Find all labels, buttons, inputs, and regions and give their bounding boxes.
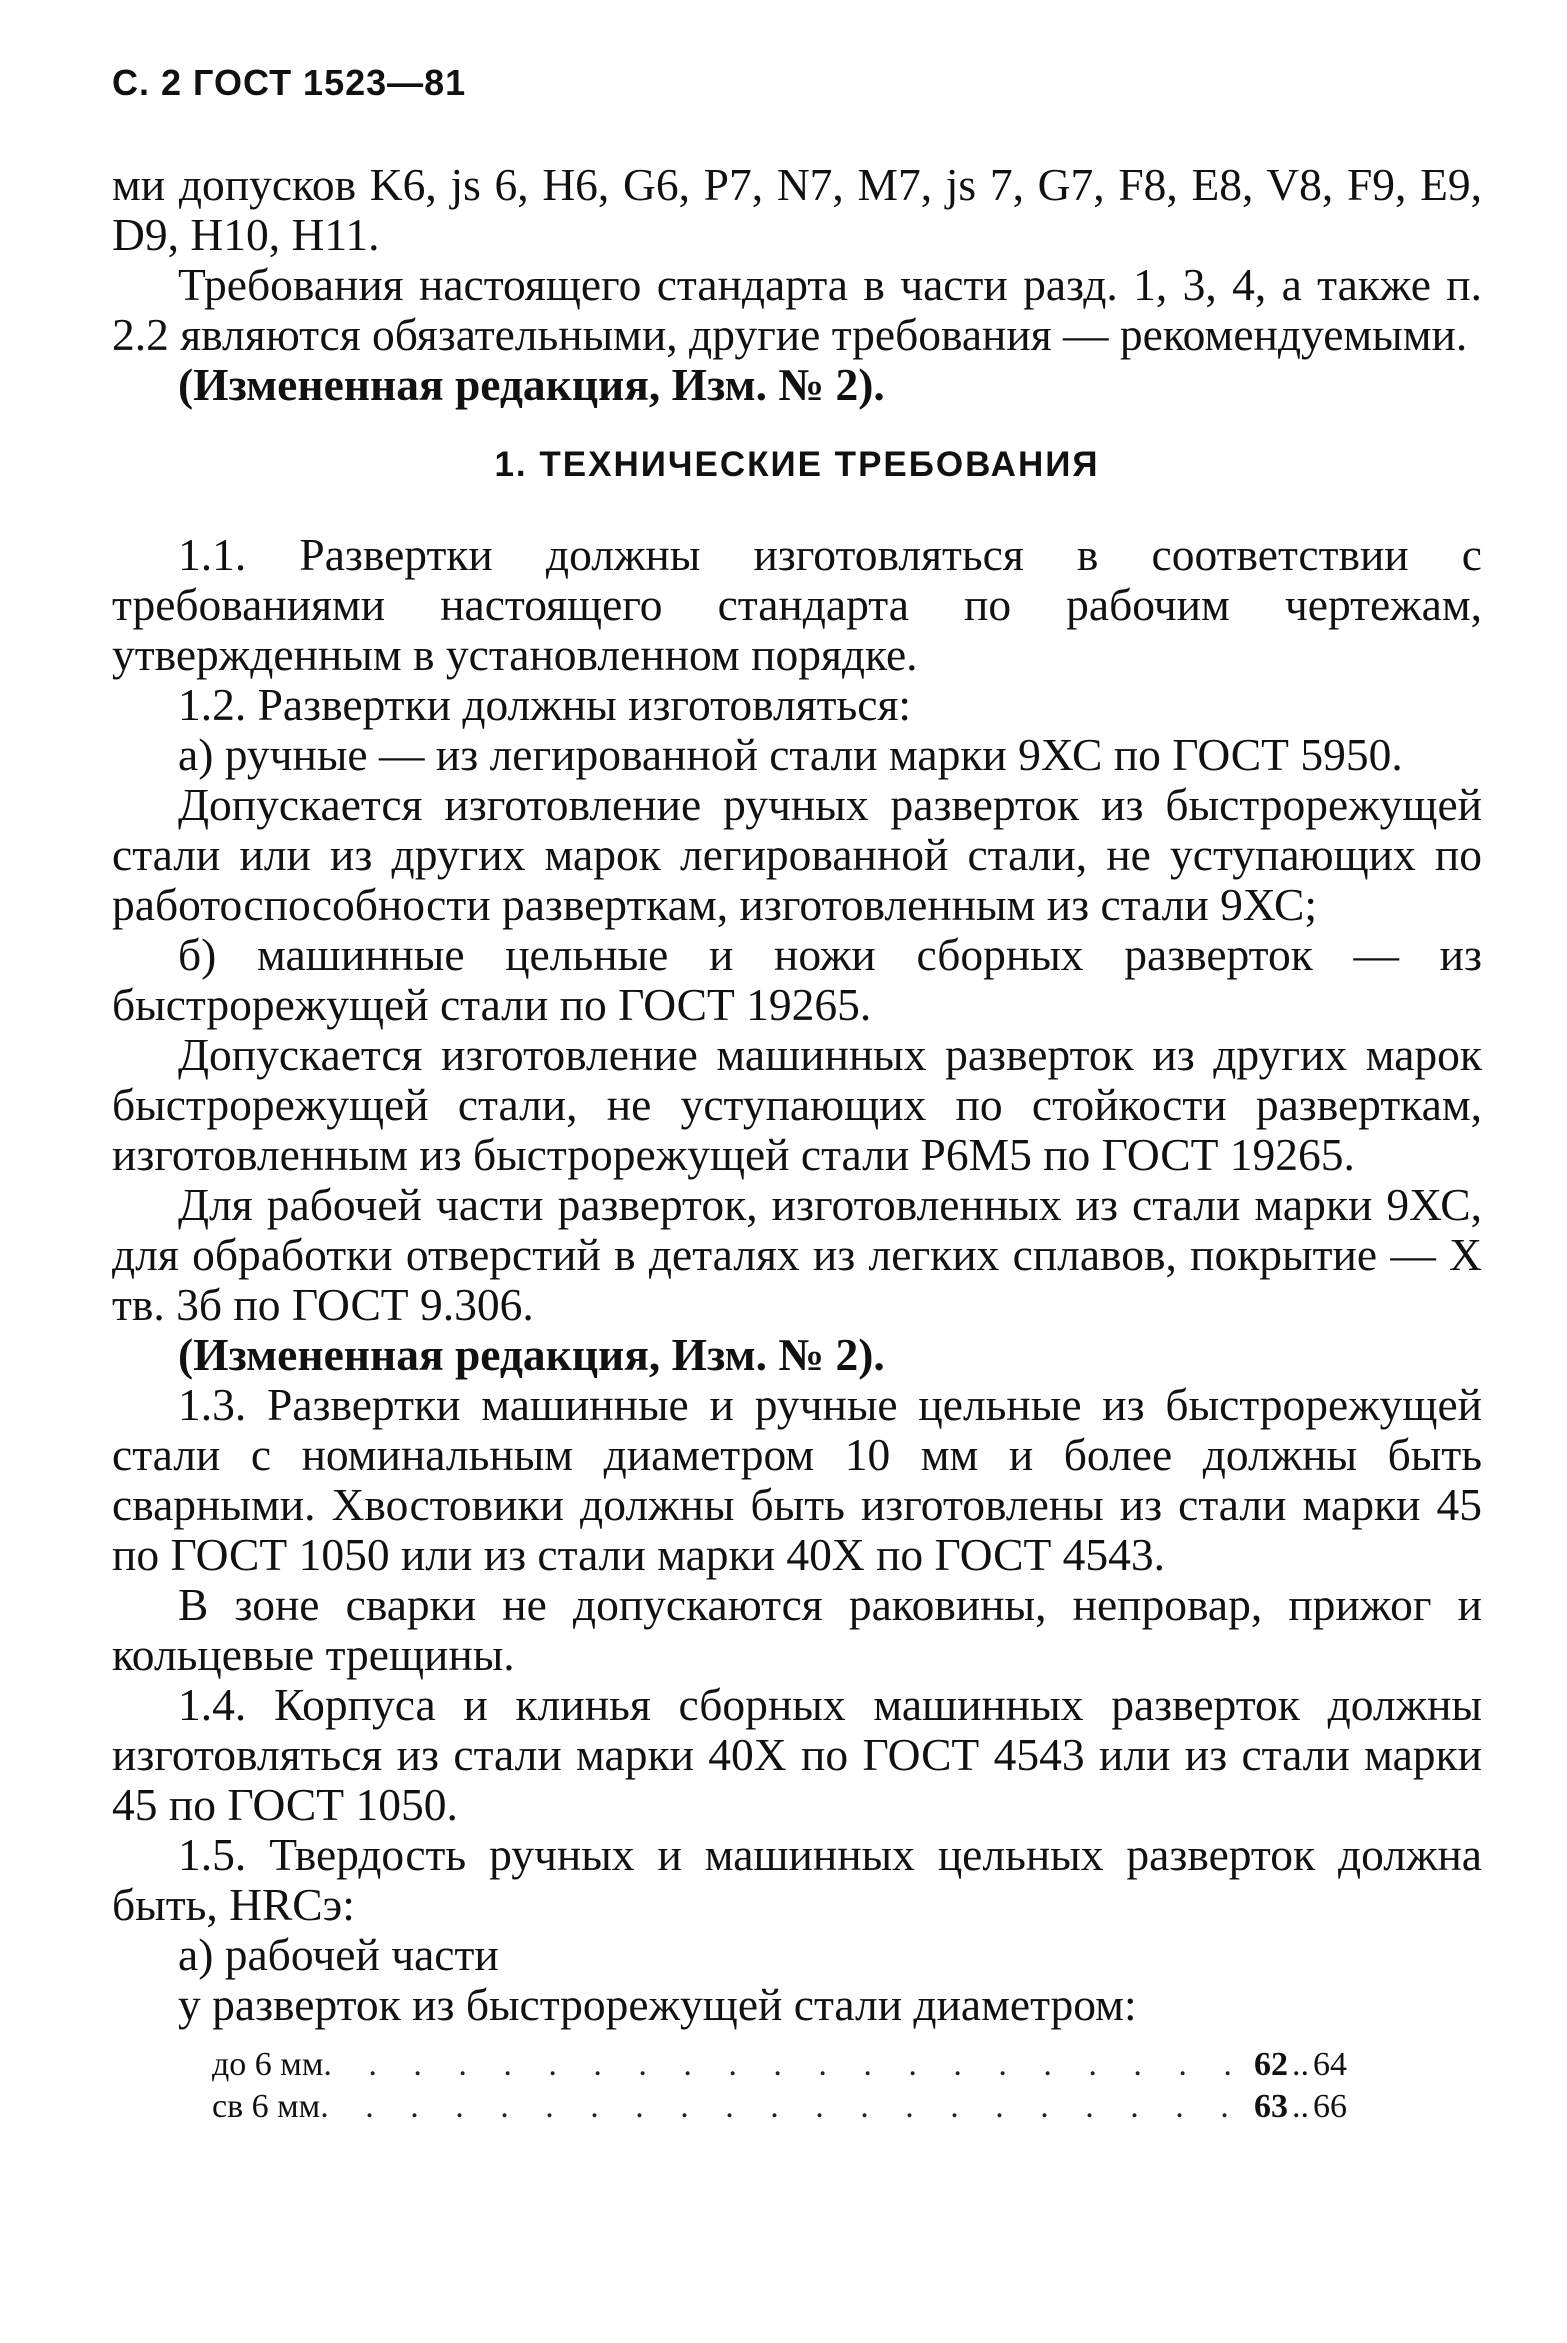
row-max: 64 xyxy=(1313,2046,1347,2083)
clause-1-4: 1.4. Корпуса и клинья сборных машинных разверток должны изготовляться из стали марки 40Х по ГОСТ 4543 или из стали марки 45 по ГОСТ 1050. xyxy=(112,1679,1482,1830)
revision-note: (Измененная редакция, Изм. № 2). xyxy=(178,359,885,410)
table-row xyxy=(212,2044,1347,2086)
row-min: 62 xyxy=(1254,2046,1288,2083)
clause-1-1: 1.1. Развертки должны изготовляться в соответствии с требованиями настоящего стандарта по рабочим чертежам, утвержденным в установленном порядке. xyxy=(112,529,1482,680)
table-row xyxy=(212,2086,1347,2128)
row-min: 63 xyxy=(1254,2088,1288,2125)
paragraph-tolerances: ми допусков K6, js 6, H6, G6, P7, N7, M7, js 7, G7, F8, E8, V8, F9, E9, D9, H10, H11. xyxy=(112,159,1482,260)
leader-dots xyxy=(323,2044,1244,2086)
clause-1-5-a: а) рабочей части xyxy=(178,1929,499,1980)
revision-note-2: (Измененная редакция, Изм. № 2). xyxy=(178,1329,885,1380)
clause-1-2-a: а) ручные — из легированной стали марки 9ХС по ГОСТ 5950. xyxy=(178,729,1403,780)
row-max: 66 xyxy=(1313,2088,1347,2125)
clause-1-3: 1.3. Развертки машинные и ручные цельные из быстрорежущей стали с номинальным диаметром 10 мм и более должны быть сварными. Хвостовики должны быть изготовлены из стали марки 45 по ГОСТ 1050 или из стали марки 40Х по ГОСТ 4543. xyxy=(112,1379,1482,1580)
clause-1-5: 1.5. Твердость ручных и машинных цельных разверток должна быть, HRCэ: xyxy=(112,1829,1482,1930)
clause-1-2-coating: Для рабочей части разверток, изготовленных из стали марки 9ХС, для обработки отверстий в деталях из легких сплавов, покрытие — Х тв. 3б по ГОСТ 9.306. xyxy=(112,1179,1482,1330)
clause-1-5-diameter: у разверток из быстрорежущей стали диаметром: xyxy=(178,1979,1137,2030)
hardness-table xyxy=(212,2044,1347,2128)
row-sep: .. xyxy=(1292,2088,1309,2125)
paragraph-requirements: Требования настоящего стандарта в части разд. 1, 3, 4, а также п. 2.2 являются обязательными, другие требования — рекомендуемыми. xyxy=(112,259,1482,360)
clause-1-3-welding: В зоне сварки не допускаются раковины, непровар, прижог и кольцевые трещины. xyxy=(112,1579,1482,1680)
section-heading: 1. ТЕХНИЧЕСКИЕ ТРЕБОВАНИЯ xyxy=(494,445,1100,484)
leader-dots xyxy=(320,2086,1244,2128)
clause-1-2: 1.2. Развертки должны изготовляться: xyxy=(178,679,912,730)
document-body xyxy=(112,160,1482,2128)
row-label: св 6 мм xyxy=(212,2088,321,2125)
row-label: до 6 мм xyxy=(212,2046,324,2083)
clause-1-2-b-note: Допускается изготовление машинных разверток из других марок быстрорежущей стали, не уступающих по стойкости разверткам, изготовленным из быстрорежущей стали Р6М5 по ГОСТ 19265. xyxy=(112,1029,1482,1180)
clause-1-2-a-note: Допускается изготовление ручных разверток из быстрорежущей стали или из других марок легированной стали, не уступающих по работоспособности разверткам, изготовленным из стали 9ХС; xyxy=(112,779,1482,930)
row-sep: .. xyxy=(1292,2046,1309,2083)
page-header: С. 2 ГОСТ 1523—81 xyxy=(112,62,467,103)
clause-1-2-b: б) машинные цельные и ножи сборных разверток — из быстрорежущей стали по ГОСТ 19265. xyxy=(112,929,1482,1030)
